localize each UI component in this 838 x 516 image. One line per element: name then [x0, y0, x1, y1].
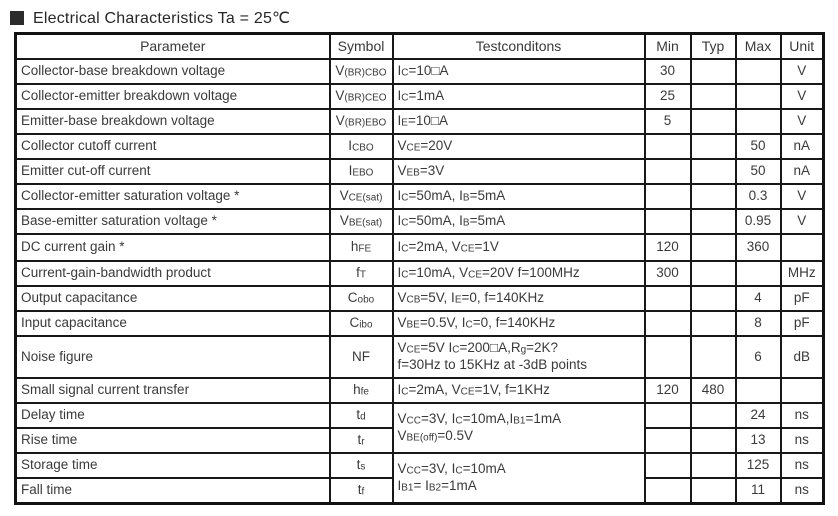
- symbol-cell: $t_d$: [330, 403, 393, 428]
- conditions-cell: $I_E=10□A$: [393, 109, 645, 134]
- symbol-cell: $C_{obo}$: [330, 286, 393, 311]
- typ-cell: [691, 261, 736, 286]
- min-cell: 120: [645, 378, 691, 403]
- typ-cell: [691, 84, 736, 109]
- max-cell: 11: [736, 478, 781, 504]
- param-cell: Base-emitter saturation voltage *: [16, 209, 330, 234]
- typ-cell: [691, 336, 736, 378]
- max-cell: 0.95: [736, 209, 781, 234]
- max-cell: [736, 109, 781, 134]
- conditions-cell: $I_C=10□A$: [393, 59, 645, 84]
- unit-cell: [781, 234, 824, 261]
- col-header-symbol: Symbol: [330, 34, 393, 60]
- table-row: [16, 261, 824, 286]
- conditions-cell: $V_{CC}=3V$, $I_C=10mA$ $I_{B1}= I_{B2}=1mA$: [393, 453, 645, 504]
- table-row: [16, 453, 824, 478]
- param-cell: Fall time: [16, 478, 330, 504]
- symbol-cell: $t_f$: [330, 478, 393, 504]
- unit-cell: [781, 378, 824, 403]
- table-row: [16, 109, 824, 134]
- min-cell: [645, 184, 691, 209]
- table-row: [16, 159, 824, 184]
- min-cell: [645, 311, 691, 336]
- param-cell: Emitter cut-off current: [16, 159, 330, 184]
- section-title-row: [10, 9, 838, 26]
- typ-cell: [691, 311, 736, 336]
- unit-cell: V: [781, 209, 824, 234]
- symbol-cell: $h_{fe}$: [330, 378, 393, 403]
- unit-cell: V: [781, 59, 824, 84]
- param-cell: Current-gain-bandwidth product: [16, 261, 330, 286]
- col-header-parameter: Parameter: [16, 34, 330, 60]
- typ-cell: [691, 209, 736, 234]
- col-header-max: Max: [736, 34, 781, 60]
- col-header-testconditions: Testconditons: [393, 34, 645, 60]
- section-bullet-icon: [10, 11, 24, 25]
- param-cell: Rise time: [16, 428, 330, 453]
- min-cell: [645, 428, 691, 453]
- table-row: [16, 234, 824, 261]
- unit-cell: dB: [781, 336, 824, 378]
- param-cell: DC current gain *: [16, 234, 330, 261]
- max-cell: 8: [736, 311, 781, 336]
- col-header-min: Min: [645, 34, 691, 60]
- param-cell: Output capacitance: [16, 286, 330, 311]
- unit-cell: V: [781, 84, 824, 109]
- param-cell: Collector-emitter breakdown voltage: [16, 84, 330, 109]
- min-cell: [645, 159, 691, 184]
- max-cell: 125: [736, 453, 781, 478]
- conditions-cell: $I_C=2mA$, $V_{CE}=1V$: [393, 234, 645, 261]
- unit-cell: MHz: [781, 261, 824, 286]
- max-cell: [736, 59, 781, 84]
- symbol-cell: $f_T$: [330, 261, 393, 286]
- typ-cell: [691, 478, 736, 504]
- page-title: Electrical Characteristics Ta = 25℃: [33, 9, 291, 27]
- max-cell: 50: [736, 159, 781, 184]
- unit-cell: ns: [781, 478, 824, 504]
- max-cell: 360: [736, 234, 781, 261]
- symbol-cell: $I_{CBO}$: [330, 134, 393, 159]
- unit-cell: pF: [781, 286, 824, 311]
- unit-cell: ns: [781, 428, 824, 453]
- table-row: [16, 403, 824, 428]
- max-cell: [736, 84, 781, 109]
- conditions-cell: $I_C=10mA$, $V_{CE}=20V$ f=100MHz: [393, 261, 645, 286]
- table-row: [16, 378, 824, 403]
- max-cell: [736, 261, 781, 286]
- min-cell: 300: [645, 261, 691, 286]
- min-cell: 30: [645, 59, 691, 84]
- min-cell: 25: [645, 84, 691, 109]
- typ-cell: [691, 184, 736, 209]
- param-cell: Input capacitance: [16, 311, 330, 336]
- conditions-cell: $V_{BE}=0.5V$, $I_C=0$, f=140KHz: [393, 311, 645, 336]
- param-cell: Small signal current transfer: [16, 378, 330, 403]
- conditions-cell: $I_C=50mA$, $I_B=5mA$: [393, 184, 645, 209]
- min-cell: [645, 134, 691, 159]
- electrical-characteristics-table: [14, 32, 825, 505]
- param-cell: Collector cutoff current: [16, 134, 330, 159]
- typ-cell: [691, 403, 736, 428]
- param-cell: Delay time: [16, 403, 330, 428]
- typ-cell: [691, 59, 736, 84]
- typ-cell: [691, 286, 736, 311]
- table-row: [16, 134, 824, 159]
- col-header-typ: Typ: [691, 34, 736, 60]
- table-row: [16, 311, 824, 336]
- symbol-cell: NF: [330, 336, 393, 378]
- typ-cell: [691, 109, 736, 134]
- unit-cell: ns: [781, 453, 824, 478]
- table-row: [16, 59, 824, 84]
- max-cell: 24: [736, 403, 781, 428]
- min-cell: 120: [645, 234, 691, 261]
- param-cell: Collector-emitter saturation voltage *: [16, 184, 330, 209]
- typ-cell: [691, 159, 736, 184]
- symbol-cell: $V_{(BR)EBO}$: [330, 109, 393, 134]
- max-cell: [736, 378, 781, 403]
- header-row: [16, 34, 824, 60]
- param-cell: Noise figure: [16, 336, 330, 378]
- typ-cell: [691, 428, 736, 453]
- conditions-cell: $V_{CE}=20V$: [393, 134, 645, 159]
- table-row: [16, 184, 824, 209]
- max-cell: 6: [736, 336, 781, 378]
- symbol-cell: $V_{(BR)CEO}$: [330, 84, 393, 109]
- conditions-cell: $V_{CC}=3V$, $I_C=10mA,I_{B1}=1mA$ $V_{BE(off)}=0.5V$: [393, 403, 645, 453]
- max-cell: 0.3: [736, 184, 781, 209]
- table-row: [16, 286, 824, 311]
- min-cell: [645, 453, 691, 478]
- conditions-cell: $V_{EB}=3V$: [393, 159, 645, 184]
- param-cell: Emitter-base breakdown voltage: [16, 109, 330, 134]
- unit-cell: V: [781, 109, 824, 134]
- table-row: [16, 209, 824, 234]
- max-cell: 13: [736, 428, 781, 453]
- symbol-cell: $I_{EBO}$: [330, 159, 393, 184]
- symbol-cell: $t_r$: [330, 428, 393, 453]
- conditions-cell: $V_{CE}=5V$ $I_C=200□A,R_g=2K$? f=30Hz to 15KHz at -3dB points: [393, 336, 645, 378]
- typ-cell: [691, 234, 736, 261]
- typ-cell: 480: [691, 378, 736, 403]
- symbol-cell: $h_{FE}$: [330, 234, 393, 261]
- conditions-cell: $I_C=50mA$, $I_B=5mA$: [393, 209, 645, 234]
- min-cell: [645, 403, 691, 428]
- min-cell: [645, 478, 691, 504]
- unit-cell: nA: [781, 159, 824, 184]
- max-cell: 4: [736, 286, 781, 311]
- table-row: [16, 336, 824, 378]
- table-row: [16, 84, 824, 109]
- typ-cell: [691, 134, 736, 159]
- min-cell: 5: [645, 109, 691, 134]
- min-cell: [645, 336, 691, 378]
- param-cell: Collector-base breakdown voltage: [16, 59, 330, 84]
- min-cell: [645, 286, 691, 311]
- unit-cell: nA: [781, 134, 824, 159]
- unit-cell: ns: [781, 403, 824, 428]
- unit-cell: V: [781, 184, 824, 209]
- symbol-cell: $V_{CE(sat)}$: [330, 184, 393, 209]
- symbol-cell: $V_{BE(sat)}$: [330, 209, 393, 234]
- conditions-cell: $I_C=2mA$, $V_{CE}=1V$, f=1KHz: [393, 378, 645, 403]
- min-cell: [645, 209, 691, 234]
- col-header-unit: Unit: [781, 34, 824, 60]
- symbol-cell: $C_{ibo}$: [330, 311, 393, 336]
- conditions-cell: $V_{CB}=5V$, $I_E=0$, f=140KHz: [393, 286, 645, 311]
- max-cell: 50: [736, 134, 781, 159]
- typ-cell: [691, 453, 736, 478]
- symbol-cell: $V_{(BR)CBO}$: [330, 59, 393, 84]
- symbol-cell: $t_s$: [330, 453, 393, 478]
- conditions-cell: $I_C=1mA$: [393, 84, 645, 109]
- unit-cell: pF: [781, 311, 824, 336]
- param-cell: Storage time: [16, 453, 330, 478]
